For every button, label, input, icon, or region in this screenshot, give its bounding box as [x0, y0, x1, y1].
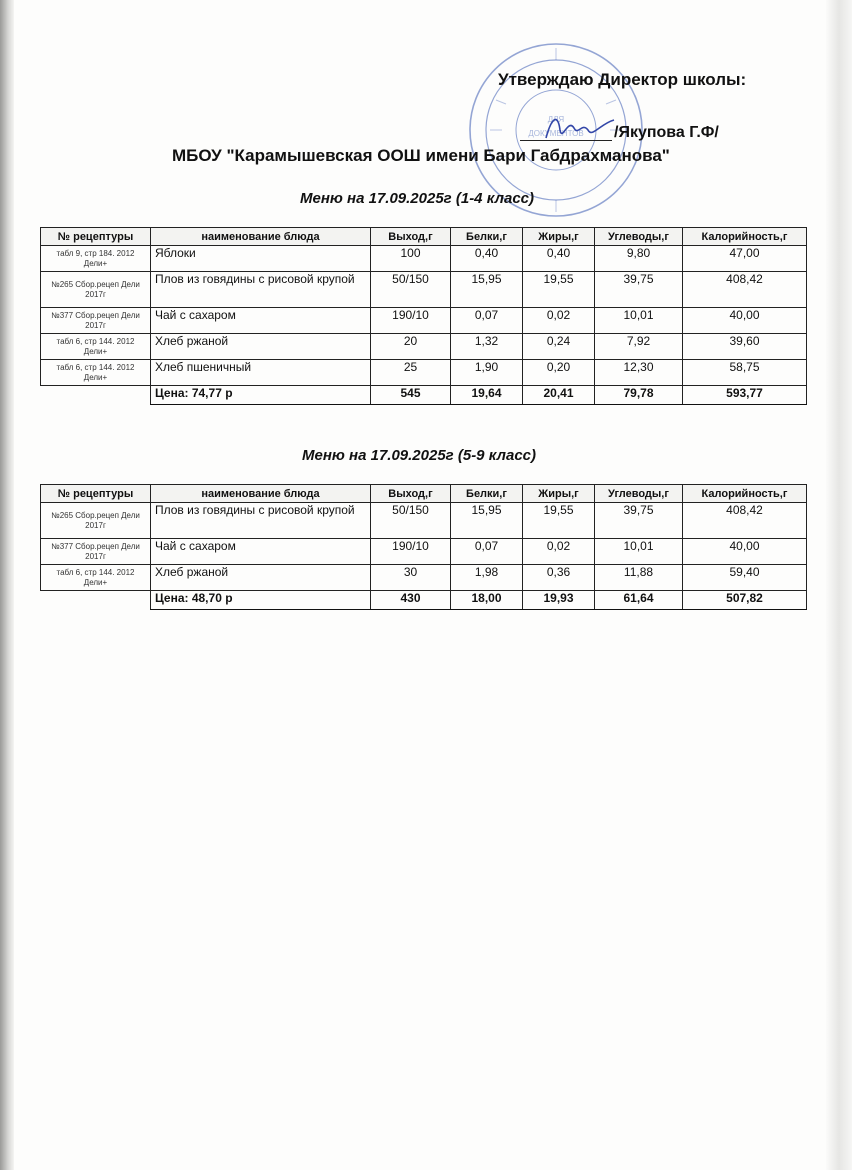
cell-c: 7,92 [595, 334, 683, 360]
cell-k: 58,75 [683, 360, 807, 386]
cell-code: табл 6, стр 144. 2012 Дели+ [41, 565, 151, 591]
total-b: 19,64 [451, 386, 523, 405]
svg-text:ДЛЯ: ДЛЯ [547, 115, 565, 124]
cell-f: 0,40 [523, 246, 595, 272]
cell-f: 0,24 [523, 334, 595, 360]
cell-out: 50/150 [371, 503, 451, 539]
total-row [41, 386, 807, 405]
school-name: МБОУ "Карамышевская ООШ имени Бари Габдрахманова" [172, 146, 670, 165]
cell-name: Чай с сахаром [151, 308, 371, 334]
total-c: 61,64 [595, 591, 683, 610]
cell-b: 0,07 [451, 539, 523, 565]
column-header: Выход,г [371, 228, 451, 246]
total-row [41, 591, 807, 610]
cell-c: 39,75 [595, 272, 683, 308]
cell-out: 50/150 [371, 272, 451, 308]
column-header: № рецептуры [41, 485, 151, 503]
cell-k: 47,00 [683, 246, 807, 272]
cell-empty [41, 591, 151, 610]
menu-row [41, 272, 807, 308]
column-header: наименование блюда [151, 485, 371, 503]
cell-out: 190/10 [371, 539, 451, 565]
cell-c: 9,80 [595, 246, 683, 272]
menu1-table [40, 227, 807, 405]
menu-row [41, 360, 807, 386]
cell-c: 11,88 [595, 565, 683, 591]
menu-row [41, 246, 807, 272]
header-row [41, 228, 807, 246]
cell-out: 100 [371, 246, 451, 272]
cell-code: №265 Сбор.рецеп Дели 2017г [41, 272, 151, 308]
cell-k: 40,00 [683, 308, 807, 334]
menu-row [41, 565, 807, 591]
cell-empty [41, 386, 151, 405]
total-out: 430 [371, 591, 451, 610]
cell-k: 39,60 [683, 334, 807, 360]
cell-f: 0,36 [523, 565, 595, 591]
cell-f: 19,55 [523, 272, 595, 308]
total-f: 19,93 [523, 591, 595, 610]
cell-b: 0,40 [451, 246, 523, 272]
cell-b: 1,90 [451, 360, 523, 386]
cell-code: №265 Сбор.рецеп Дели 2017г [41, 503, 151, 539]
cell-code: №377 Сбор.рецеп Дели 2017г [41, 539, 151, 565]
cell-c: 39,75 [595, 503, 683, 539]
column-header: Белки,г [451, 485, 523, 503]
signer-name: /Якупова Г.Ф/ [614, 124, 719, 141]
cell-out: 190/10 [371, 308, 451, 334]
cell-name: Чай с сахаром [151, 539, 371, 565]
svg-text:ДОКУМЕНТОВ: ДОКУМЕНТОВ [528, 129, 584, 138]
cell-code: №377 Сбор.рецеп Дели 2017г [41, 308, 151, 334]
column-header: Жиры,г [523, 485, 595, 503]
menu-row [41, 334, 807, 360]
column-header: Углеводы,г [595, 228, 683, 246]
cell-code: табл 6, стр 144. 2012 Дели+ [41, 334, 151, 360]
cell-c: 12,30 [595, 360, 683, 386]
cell-out: 20 [371, 334, 451, 360]
cell-name: Яблоки [151, 246, 371, 272]
cell-f: 19,55 [523, 503, 595, 539]
cell-k: 408,42 [683, 503, 807, 539]
column-header: Выход,г [371, 485, 451, 503]
menu-row [41, 503, 807, 539]
column-header: Углеводы,г [595, 485, 683, 503]
cell-k: 59,40 [683, 565, 807, 591]
total-c: 79,78 [595, 386, 683, 405]
total-b: 18,00 [451, 591, 523, 610]
cell-c: 10,01 [595, 539, 683, 565]
cell-name: Хлеб пшеничный [151, 360, 371, 386]
cell-k: 40,00 [683, 539, 807, 565]
cell-b: 1,98 [451, 565, 523, 591]
column-header: Белки,г [451, 228, 523, 246]
menu1-title: Меню на 17.09.2025г (1-4 класс) [300, 190, 535, 207]
column-header: Жиры,г [523, 228, 595, 246]
column-header: Калорийность,г [683, 485, 807, 503]
cell-out: 30 [371, 565, 451, 591]
cell-f: 0,02 [523, 308, 595, 334]
cell-k: 408,42 [683, 272, 807, 308]
cell-name: Плов из говядины с рисовой крупой [151, 272, 371, 308]
total-price: Цена: 74,77 р [151, 386, 371, 405]
menu2-table [40, 484, 807, 610]
cell-b: 1,32 [451, 334, 523, 360]
cell-c: 10,01 [595, 308, 683, 334]
director-signature [540, 108, 620, 148]
scan-edge-right [826, 0, 852, 1170]
approve-label: Утверждаю Директор школы: [498, 70, 747, 89]
menu-row [41, 539, 807, 565]
menu2-title: Меню на 17.09.2025г (5-9 класс) [302, 447, 537, 464]
cell-b: 15,95 [451, 503, 523, 539]
total-k: 507,82 [683, 591, 807, 610]
cell-b: 15,95 [451, 272, 523, 308]
total-f: 20,41 [523, 386, 595, 405]
cell-f: 0,20 [523, 360, 595, 386]
cell-code: табл 6, стр 144. 2012 Дели+ [41, 360, 151, 386]
cell-name: Хлеб ржаной [151, 565, 371, 591]
signature-line [520, 140, 612, 141]
total-out: 545 [371, 386, 451, 405]
scan-edge-left [0, 0, 14, 1170]
total-price: Цена: 48,70 р [151, 591, 371, 610]
column-header: № рецептуры [41, 228, 151, 246]
column-header: Калорийность,г [683, 228, 807, 246]
total-k: 593,77 [683, 386, 807, 405]
column-header: наименование блюда [151, 228, 371, 246]
menu-row [41, 308, 807, 334]
header-row [41, 485, 807, 503]
cell-name: Хлеб ржаной [151, 334, 371, 360]
cell-f: 0,02 [523, 539, 595, 565]
cell-b: 0,07 [451, 308, 523, 334]
cell-name: Плов из говядины с рисовой крупой [151, 503, 371, 539]
cell-code: табл 9, стр 184. 2012 Дели+ [41, 246, 151, 272]
cell-out: 25 [371, 360, 451, 386]
